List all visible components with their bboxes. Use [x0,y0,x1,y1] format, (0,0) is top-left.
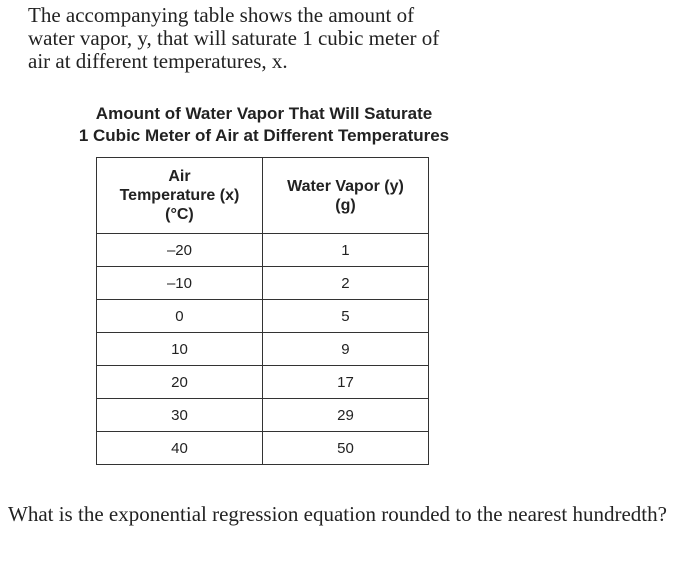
table-row [97,234,429,267]
intro-line-3: air at different temperatures, x. [28,49,288,73]
header-water-vapor [262,158,428,234]
table-title [44,103,484,147]
header-x-line-2: Temperature (x) [119,187,240,204]
table-row [97,267,429,300]
cell-temperature: 30 [97,399,263,432]
table-row [97,300,429,333]
table-row [97,366,429,399]
intro-line-2: water vapor, y, that will saturate 1 cubic meter of [28,26,440,50]
cell-temperature: 20 [97,366,263,399]
table-title-line-2: 1 Cubic Meter of Air at Different Temperatures [78,126,450,145]
cell-water-vapor: 50 [262,432,428,465]
table-header-row [97,158,429,234]
header-x-line-3: (°C) [165,206,194,223]
cell-temperature: 10 [97,333,263,366]
cell-temperature: 0 [97,300,263,333]
cell-water-vapor: 9 [262,333,428,366]
header-air-temperature [97,158,263,234]
cell-temperature: –10 [97,267,263,300]
cell-water-vapor: 2 [262,267,428,300]
cell-water-vapor: 17 [262,366,428,399]
problem-intro [28,4,498,73]
cell-water-vapor: 5 [262,300,428,333]
header-y-line-2: (g) [335,196,356,214]
table-row [97,333,429,366]
table-row [97,399,429,432]
header-y-line-1: Water Vapor (y) [287,177,404,195]
cell-water-vapor: 29 [262,399,428,432]
cell-temperature: –20 [97,234,263,267]
header-x-line-1: Air [168,168,191,185]
table-title-line-1: Amount of Water Vapor That Will Saturate [95,104,433,123]
data-table [96,157,429,465]
cell-water-vapor: 1 [262,234,428,267]
intro-line-1: The accompanying table shows the amount of [28,3,415,27]
cell-temperature: 40 [97,432,263,465]
table-row [97,432,429,465]
question-text: What is the exponential regression equation rounded to the nearest hundredth? [8,502,667,526]
